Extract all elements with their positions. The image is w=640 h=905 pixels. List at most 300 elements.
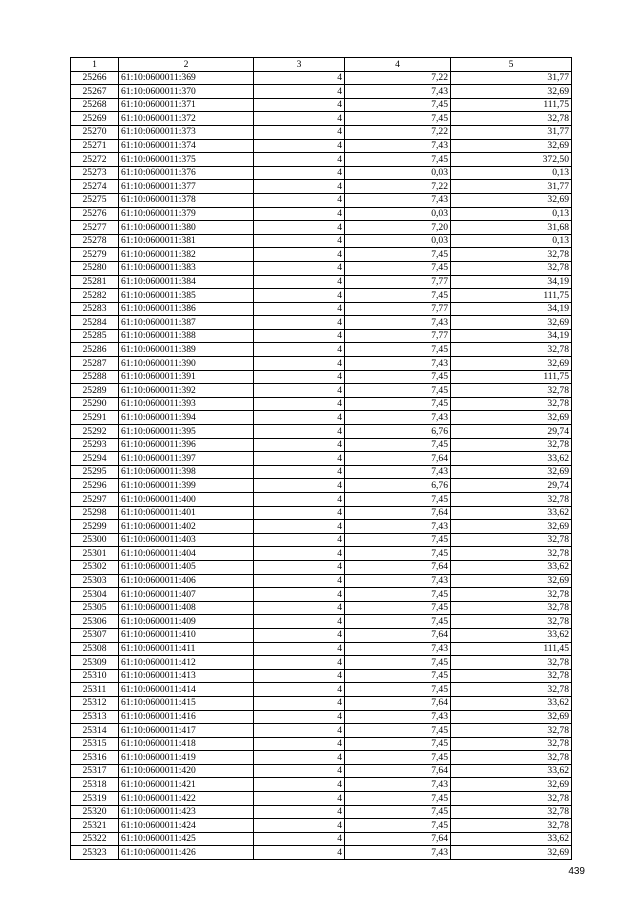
row-number: 25310 <box>71 669 119 683</box>
column-3-value: 4 <box>254 139 345 153</box>
cadastral-number: 61:10:0600011:423 <box>119 805 254 819</box>
column-3-value: 4 <box>254 166 345 180</box>
table-row <box>71 98 572 112</box>
table-row <box>71 846 572 860</box>
table-row <box>71 85 572 99</box>
column-4-value: 7,43 <box>345 85 451 99</box>
row-number: 25293 <box>71 438 119 452</box>
column-4-value: 7,45 <box>345 533 451 547</box>
column-4-value: 7,64 <box>345 452 451 466</box>
table-body <box>71 71 572 859</box>
row-number: 25281 <box>71 275 119 289</box>
column-5-value: 32,78 <box>451 588 572 602</box>
cadastral-number: 61:10:0600011:382 <box>119 248 254 262</box>
column-4-value: 7,77 <box>345 275 451 289</box>
table-row <box>71 302 572 316</box>
header-row <box>71 58 572 72</box>
table-row <box>71 601 572 615</box>
column-3-value: 4 <box>254 628 345 642</box>
row-number: 25306 <box>71 615 119 629</box>
column-5-value: 32,69 <box>451 316 572 330</box>
table-row <box>71 112 572 126</box>
column-5-value: 32,78 <box>451 384 572 398</box>
column-4-value: 7,45 <box>345 370 451 384</box>
column-5-value: 32,78 <box>451 397 572 411</box>
column-5-value: 32,78 <box>451 493 572 507</box>
row-number: 25315 <box>71 737 119 751</box>
column-4-value: 7,45 <box>345 438 451 452</box>
column-3-value: 4 <box>254 248 345 262</box>
column-5-value: 32,78 <box>451 805 572 819</box>
cadastral-number: 61:10:0600011:400 <box>119 493 254 507</box>
column-4-value: 7,45 <box>345 547 451 561</box>
column-3-value: 4 <box>254 275 345 289</box>
row-number: 25295 <box>71 465 119 479</box>
table-row <box>71 139 572 153</box>
cadastral-number: 61:10:0600011:408 <box>119 601 254 615</box>
page-number: 439 <box>568 866 585 877</box>
column-4-value: 7,77 <box>345 329 451 343</box>
column-4-value: 7,45 <box>345 343 451 357</box>
column-5-value: 32,78 <box>451 792 572 806</box>
cadastral-number: 61:10:0600011:397 <box>119 452 254 466</box>
cadastral-number: 61:10:0600011:383 <box>119 261 254 275</box>
row-number: 25266 <box>71 71 119 85</box>
cadastral-number: 61:10:0600011:396 <box>119 438 254 452</box>
cadastral-number: 61:10:0600011:392 <box>119 384 254 398</box>
column-4-value: 7,64 <box>345 628 451 642</box>
column-4-value: 7,45 <box>345 261 451 275</box>
column-4-value: 7,43 <box>345 193 451 207</box>
table-row <box>71 316 572 330</box>
column-5-value: 32,78 <box>451 656 572 670</box>
table-row <box>71 696 572 710</box>
cadastral-number: 61:10:0600011:390 <box>119 357 254 371</box>
column-5-value: 32,69 <box>451 710 572 724</box>
cadastral-number: 61:10:0600011:369 <box>119 71 254 85</box>
row-number: 25267 <box>71 85 119 99</box>
column-4-value: 0,03 <box>345 166 451 180</box>
column-3-value: 4 <box>254 506 345 520</box>
table-row <box>71 465 572 479</box>
column-4-value: 7,45 <box>345 656 451 670</box>
column-3-value: 4 <box>254 710 345 724</box>
column-5-value: 0,13 <box>451 166 572 180</box>
row-number: 25299 <box>71 520 119 534</box>
column-3-value: 4 <box>254 329 345 343</box>
cadastral-number: 61:10:0600011:372 <box>119 112 254 126</box>
column-3-value: 4 <box>254 778 345 792</box>
cadastral-number: 61:10:0600011:375 <box>119 153 254 167</box>
row-number: 25313 <box>71 710 119 724</box>
row-number: 25304 <box>71 588 119 602</box>
row-number: 25274 <box>71 180 119 194</box>
column-5-value: 33,62 <box>451 764 572 778</box>
row-number: 25294 <box>71 452 119 466</box>
row-number: 25270 <box>71 125 119 139</box>
row-number: 25307 <box>71 628 119 642</box>
column-3-value: 4 <box>254 98 345 112</box>
table-row <box>71 248 572 262</box>
cadastral-number: 61:10:0600011:398 <box>119 465 254 479</box>
column-5-value: 32,69 <box>451 574 572 588</box>
row-number: 25301 <box>71 547 119 561</box>
cadastral-number: 61:10:0600011:409 <box>119 615 254 629</box>
column-3-value: 4 <box>254 737 345 751</box>
table-row <box>71 533 572 547</box>
column-4-value: 7,45 <box>345 683 451 697</box>
column-4-value: 7,45 <box>345 601 451 615</box>
column-5-value: 31,77 <box>451 180 572 194</box>
row-number: 25296 <box>71 479 119 493</box>
cadastral-number: 61:10:0600011:378 <box>119 193 254 207</box>
column-3-value: 4 <box>254 846 345 860</box>
column-4-value: 0,03 <box>345 207 451 221</box>
column-4-value: 7,45 <box>345 98 451 112</box>
column-4-value: 7,45 <box>345 588 451 602</box>
column-4-value: 7,43 <box>345 778 451 792</box>
column-5-value: 32,78 <box>451 261 572 275</box>
column-5-value: 32,69 <box>451 520 572 534</box>
table-row <box>71 452 572 466</box>
row-number: 25268 <box>71 98 119 112</box>
column-4-value: 7,43 <box>345 846 451 860</box>
column-5-value: 32,78 <box>451 533 572 547</box>
row-number: 25286 <box>71 343 119 357</box>
table-row <box>71 221 572 235</box>
column-3-value: 4 <box>254 425 345 439</box>
table-header <box>71 58 572 72</box>
table-row <box>71 384 572 398</box>
column-5-value: 32,69 <box>451 85 572 99</box>
column-3-value: 4 <box>254 343 345 357</box>
column-5-value: 33,62 <box>451 696 572 710</box>
row-number: 25287 <box>71 357 119 371</box>
column-4-value: 7,64 <box>345 832 451 846</box>
column-5-value: 32,69 <box>451 778 572 792</box>
column-5-value: 0,13 <box>451 207 572 221</box>
column-3-value: 4 <box>254 221 345 235</box>
column-header-4: 4 <box>345 58 451 72</box>
row-number: 25298 <box>71 506 119 520</box>
column-4-value: 7,45 <box>345 669 451 683</box>
column-5-value: 33,62 <box>451 832 572 846</box>
column-3-value: 4 <box>254 669 345 683</box>
column-5-value: 111,45 <box>451 642 572 656</box>
column-4-value: 7,64 <box>345 696 451 710</box>
row-number: 25272 <box>71 153 119 167</box>
table-row <box>71 125 572 139</box>
column-header-5: 5 <box>451 58 572 72</box>
table-row <box>71 560 572 574</box>
column-header-3: 3 <box>254 58 345 72</box>
cadastral-number: 61:10:0600011:389 <box>119 343 254 357</box>
column-5-value: 32,69 <box>451 139 572 153</box>
table-row <box>71 425 572 439</box>
column-4-value: 7,45 <box>345 493 451 507</box>
column-4-value: 7,45 <box>345 397 451 411</box>
row-number: 25271 <box>71 139 119 153</box>
column-header-2: 2 <box>119 58 254 72</box>
column-3-value: 4 <box>254 601 345 615</box>
cadastral-number: 61:10:0600011:384 <box>119 275 254 289</box>
cadastral-number: 61:10:0600011:393 <box>119 397 254 411</box>
table-row <box>71 71 572 85</box>
cadastral-number: 61:10:0600011:407 <box>119 588 254 602</box>
column-3-value: 4 <box>254 125 345 139</box>
row-number: 25312 <box>71 696 119 710</box>
column-5-value: 32,78 <box>451 438 572 452</box>
table-row <box>71 479 572 493</box>
column-5-value: 32,78 <box>451 343 572 357</box>
column-3-value: 4 <box>254 819 345 833</box>
cadastral-number: 61:10:0600011:418 <box>119 737 254 751</box>
table-row <box>71 261 572 275</box>
table-row <box>71 819 572 833</box>
column-4-value: 7,43 <box>345 710 451 724</box>
table-row <box>71 180 572 194</box>
table-row <box>71 153 572 167</box>
column-4-value: 7,43 <box>345 139 451 153</box>
row-number: 25305 <box>71 601 119 615</box>
cadastral-number: 61:10:0600011:424 <box>119 819 254 833</box>
column-5-value: 111,75 <box>451 98 572 112</box>
column-3-value: 4 <box>254 520 345 534</box>
cadastral-number: 61:10:0600011:417 <box>119 724 254 738</box>
column-4-value: 7,43 <box>345 465 451 479</box>
column-5-value: 29,74 <box>451 479 572 493</box>
column-3-value: 4 <box>254 832 345 846</box>
cadastral-number: 61:10:0600011:416 <box>119 710 254 724</box>
cadastral-number: 61:10:0600011:413 <box>119 669 254 683</box>
column-3-value: 4 <box>254 193 345 207</box>
column-5-value: 32,78 <box>451 819 572 833</box>
cadastral-number: 61:10:0600011:425 <box>119 832 254 846</box>
cadastral-number: 61:10:0600011:386 <box>119 302 254 316</box>
column-5-value: 32,78 <box>451 751 572 765</box>
cadastral-number: 61:10:0600011:377 <box>119 180 254 194</box>
column-3-value: 4 <box>254 751 345 765</box>
table-row <box>71 751 572 765</box>
cadastral-number: 61:10:0600011:391 <box>119 370 254 384</box>
column-5-value: 34,19 <box>451 275 572 289</box>
table-row <box>71 493 572 507</box>
column-5-value: 32,78 <box>451 601 572 615</box>
cadastral-number: 61:10:0600011:395 <box>119 425 254 439</box>
column-5-value: 34,19 <box>451 329 572 343</box>
cadastral-number: 61:10:0600011:426 <box>119 846 254 860</box>
column-3-value: 4 <box>254 452 345 466</box>
row-number: 25292 <box>71 425 119 439</box>
table-row <box>71 805 572 819</box>
table-row <box>71 628 572 642</box>
column-3-value: 4 <box>254 574 345 588</box>
table-row <box>71 411 572 425</box>
cadastral-number: 61:10:0600011:385 <box>119 289 254 303</box>
row-number: 25297 <box>71 493 119 507</box>
cadastral-number: 61:10:0600011:410 <box>119 628 254 642</box>
cadastral-number: 61:10:0600011:414 <box>119 683 254 697</box>
column-5-value: 32,78 <box>451 112 572 126</box>
column-4-value: 7,45 <box>345 112 451 126</box>
column-5-value: 31,77 <box>451 125 572 139</box>
column-3-value: 4 <box>254 805 345 819</box>
row-number: 25319 <box>71 792 119 806</box>
row-number: 25320 <box>71 805 119 819</box>
table-row <box>71 289 572 303</box>
cadastral-number: 61:10:0600011:404 <box>119 547 254 561</box>
table-row <box>71 166 572 180</box>
table-row <box>71 737 572 751</box>
column-4-value: 7,45 <box>345 384 451 398</box>
cadastral-number: 61:10:0600011:419 <box>119 751 254 765</box>
cadastral-number: 61:10:0600011:387 <box>119 316 254 330</box>
table-row <box>71 547 572 561</box>
column-5-value: 32,78 <box>451 547 572 561</box>
column-4-value: 7,43 <box>345 520 451 534</box>
row-number: 25291 <box>71 411 119 425</box>
column-3-value: 4 <box>254 357 345 371</box>
column-3-value: 4 <box>254 764 345 778</box>
column-4-value: 7,22 <box>345 71 451 85</box>
column-3-value: 4 <box>254 656 345 670</box>
table-row <box>71 506 572 520</box>
column-4-value: 7,45 <box>345 248 451 262</box>
column-4-value: 7,43 <box>345 357 451 371</box>
cadastral-number: 61:10:0600011:379 <box>119 207 254 221</box>
cadastral-number: 61:10:0600011:394 <box>119 411 254 425</box>
row-number: 25322 <box>71 832 119 846</box>
column-4-value: 7,64 <box>345 506 451 520</box>
cadastral-number: 61:10:0600011:381 <box>119 234 254 248</box>
column-4-value: 7,22 <box>345 125 451 139</box>
column-5-value: 33,62 <box>451 506 572 520</box>
column-3-value: 4 <box>254 792 345 806</box>
row-number: 25314 <box>71 724 119 738</box>
data-table <box>70 57 572 860</box>
column-4-value: 7,20 <box>345 221 451 235</box>
column-3-value: 4 <box>254 370 345 384</box>
row-number: 25300 <box>71 533 119 547</box>
table-row <box>71 778 572 792</box>
row-number: 25309 <box>71 656 119 670</box>
column-3-value: 4 <box>254 384 345 398</box>
column-5-value: 31,68 <box>451 221 572 235</box>
column-3-value: 4 <box>254 289 345 303</box>
column-3-value: 4 <box>254 261 345 275</box>
table-row <box>71 193 572 207</box>
column-5-value: 32,78 <box>451 669 572 683</box>
column-4-value: 0,03 <box>345 234 451 248</box>
row-number: 25280 <box>71 261 119 275</box>
cadastral-number: 61:10:0600011:406 <box>119 574 254 588</box>
column-3-value: 4 <box>254 112 345 126</box>
column-3-value: 4 <box>254 465 345 479</box>
row-number: 25288 <box>71 370 119 384</box>
column-5-value: 33,62 <box>451 452 572 466</box>
table-row <box>71 792 572 806</box>
column-5-value: 32,78 <box>451 724 572 738</box>
column-5-value: 32,69 <box>451 411 572 425</box>
table-row <box>71 724 572 738</box>
column-4-value: 7,45 <box>345 737 451 751</box>
column-3-value: 4 <box>254 493 345 507</box>
row-number: 25316 <box>71 751 119 765</box>
row-number: 25311 <box>71 683 119 697</box>
column-4-value: 7,45 <box>345 792 451 806</box>
column-3-value: 4 <box>254 397 345 411</box>
column-3-value: 4 <box>254 153 345 167</box>
table-row <box>71 234 572 248</box>
column-3-value: 4 <box>254 724 345 738</box>
cadastral-number: 61:10:0600011:403 <box>119 533 254 547</box>
column-3-value: 4 <box>254 642 345 656</box>
table-row <box>71 275 572 289</box>
column-3-value: 4 <box>254 533 345 547</box>
table-row <box>71 207 572 221</box>
cadastral-number: 61:10:0600011:371 <box>119 98 254 112</box>
column-3-value: 4 <box>254 180 345 194</box>
column-header-1: 1 <box>71 58 119 72</box>
row-number: 25308 <box>71 642 119 656</box>
row-number: 25276 <box>71 207 119 221</box>
row-number: 25303 <box>71 574 119 588</box>
row-number: 25321 <box>71 819 119 833</box>
table-row <box>71 588 572 602</box>
column-3-value: 4 <box>254 588 345 602</box>
column-5-value: 111,75 <box>451 370 572 384</box>
row-number: 25323 <box>71 846 119 860</box>
column-4-value: 7,45 <box>345 724 451 738</box>
column-4-value: 7,45 <box>345 805 451 819</box>
column-5-value: 372,50 <box>451 153 572 167</box>
column-4-value: 6,76 <box>345 479 451 493</box>
column-5-value: 31,77 <box>451 71 572 85</box>
column-5-value: 32,69 <box>451 357 572 371</box>
column-3-value: 4 <box>254 207 345 221</box>
table-row <box>71 615 572 629</box>
cadastral-number: 61:10:0600011:412 <box>119 656 254 670</box>
cadastral-number: 61:10:0600011:373 <box>119 125 254 139</box>
column-3-value: 4 <box>254 411 345 425</box>
row-number: 25290 <box>71 397 119 411</box>
column-3-value: 4 <box>254 438 345 452</box>
column-4-value: 7,43 <box>345 642 451 656</box>
cadastral-number: 61:10:0600011:370 <box>119 85 254 99</box>
row-number: 25285 <box>71 329 119 343</box>
column-3-value: 4 <box>254 302 345 316</box>
table-row <box>71 683 572 697</box>
column-4-value: 6,76 <box>345 425 451 439</box>
table-row <box>71 574 572 588</box>
cadastral-number: 61:10:0600011:415 <box>119 696 254 710</box>
table-row <box>71 656 572 670</box>
row-number: 25282 <box>71 289 119 303</box>
row-number: 25279 <box>71 248 119 262</box>
column-3-value: 4 <box>254 615 345 629</box>
column-4-value: 7,64 <box>345 560 451 574</box>
row-number: 25289 <box>71 384 119 398</box>
column-3-value: 4 <box>254 683 345 697</box>
row-number: 25302 <box>71 560 119 574</box>
table-row <box>71 832 572 846</box>
cadastral-number: 61:10:0600011:411 <box>119 642 254 656</box>
cadastral-number: 61:10:0600011:376 <box>119 166 254 180</box>
column-5-value: 32,78 <box>451 615 572 629</box>
row-number: 25284 <box>71 316 119 330</box>
column-3-value: 4 <box>254 696 345 710</box>
cadastral-number: 61:10:0600011:388 <box>119 329 254 343</box>
